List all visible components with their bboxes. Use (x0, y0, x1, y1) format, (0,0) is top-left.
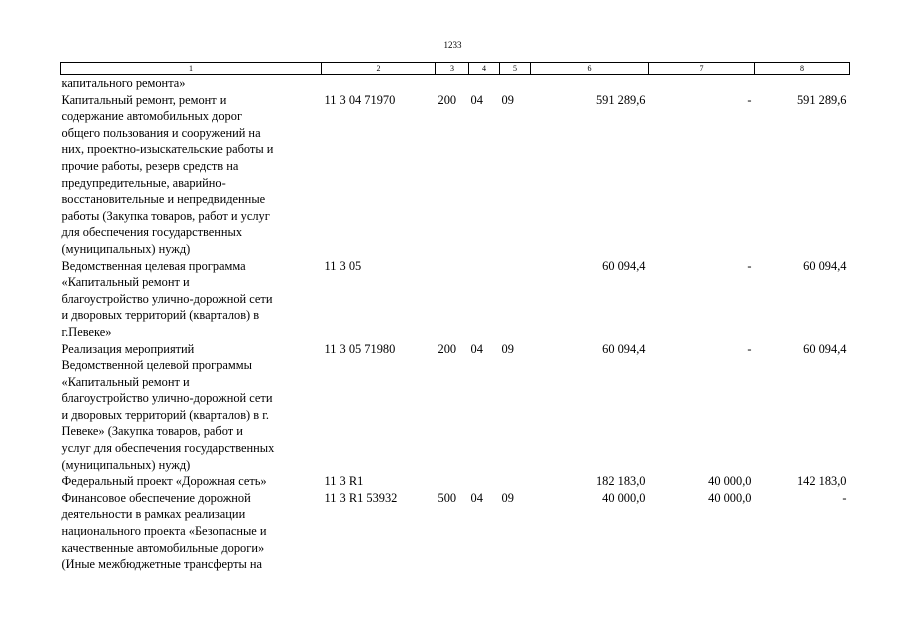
row-code: 11 3 05 71980 (324, 341, 396, 356)
row-name: Федеральный проект «Дорожная сеть» (61, 474, 267, 489)
row-col3: 200 (437, 92, 457, 107)
row-col3 (436, 75, 469, 92)
row-col6 (531, 75, 649, 92)
row-col8: 591 289,6 (796, 92, 847, 107)
table-row (61, 75, 850, 92)
row-name: Реализация мероприятий Ведомственной целевой программы «Капитальный ремонт и благоустройство улично-дорожной сети и дворовых территорий (кварталов) в г. Певеке» (Закупка товаров, работ и услуг для обеспечения государственных (муниципальных) нужд) (61, 341, 275, 472)
row-col5: 09 (501, 92, 514, 107)
column-header: 6 (531, 63, 649, 75)
row-col5 (500, 75, 531, 92)
row-col8 (755, 75, 850, 92)
row-col5 (500, 473, 531, 490)
row-col5: 09 (501, 490, 514, 505)
row-code: 11 3 R1 (324, 474, 364, 489)
row-col7: 40 000,0 (708, 474, 752, 489)
row-col3: 200 (437, 341, 457, 356)
budget-table (60, 62, 850, 573)
column-header: 2 (322, 63, 436, 75)
row-col8: 60 094,4 (803, 341, 847, 356)
row-col6: 182 183,0 (595, 474, 646, 489)
column-header: 1 (61, 63, 322, 75)
table-row (61, 92, 850, 258)
row-col6: 591 289,6 (595, 92, 646, 107)
row-col6: 60 094,4 (602, 341, 646, 356)
row-col3: 500 (437, 490, 457, 505)
table-header-row (61, 63, 850, 75)
row-col5 (500, 258, 531, 341)
row-code: 11 3 04 71970 (324, 92, 396, 107)
row-col6: 40 000,0 (602, 490, 646, 505)
row-col4 (469, 258, 500, 341)
row-code: 11 3 05 (324, 258, 362, 273)
row-col7: - (747, 341, 752, 356)
row-col7: - (747, 258, 752, 273)
row-col3 (436, 473, 469, 490)
row-name: Финансовое обеспечение дорожной деятельности в рамках реализации национального проекта «Безопасные и качественные автомобильные дороги» (Иные межбюджетные трансферты на (61, 490, 267, 572)
table-row (61, 490, 850, 573)
column-header: 7 (649, 63, 755, 75)
row-col4 (469, 473, 500, 490)
row-col4: 04 (470, 92, 483, 107)
column-header: 5 (500, 63, 531, 75)
table-row (61, 473, 850, 490)
row-col8: - (842, 490, 847, 505)
row-col8: 60 094,4 (803, 258, 847, 273)
row-col4: 04 (470, 341, 483, 356)
page-number: 1233 (443, 40, 462, 50)
column-header: 3 (436, 63, 469, 75)
column-header: 4 (469, 63, 500, 75)
row-name: капитального ремонта» (61, 76, 186, 90)
table-row (61, 258, 850, 341)
row-name: Ведомственная целевая программа «Капитальный ремонт и благоустройство улично-дорожной сети и дворовых территорий (кварталов) в г.Певеке» (61, 258, 273, 339)
row-name: Капитальный ремонт, ремонт и содержание автомобильных дорог общего пользования и сооружений на них, проектно-изыскательские работы и прочие работы, резерв средств на предупредительные, аварийно- восстановительные и непредвиденные работы (Закупка товаров, работ и услуг для обеспечения государственных (муниципальных) нужд) (61, 92, 274, 256)
row-col7: - (747, 92, 752, 107)
row-col4: 04 (470, 490, 483, 505)
row-col7 (649, 75, 755, 92)
row-col8: 142 183,0 (796, 474, 847, 489)
row-col6: 60 094,4 (602, 258, 646, 273)
column-header: 8 (755, 63, 850, 75)
row-col3 (436, 258, 469, 341)
table-row (61, 341, 850, 474)
row-col7: 40 000,0 (708, 490, 752, 505)
row-col4 (469, 75, 500, 92)
row-col5: 09 (501, 341, 514, 356)
row-code: 11 3 R1 53932 (324, 490, 398, 505)
row-code (322, 75, 436, 92)
